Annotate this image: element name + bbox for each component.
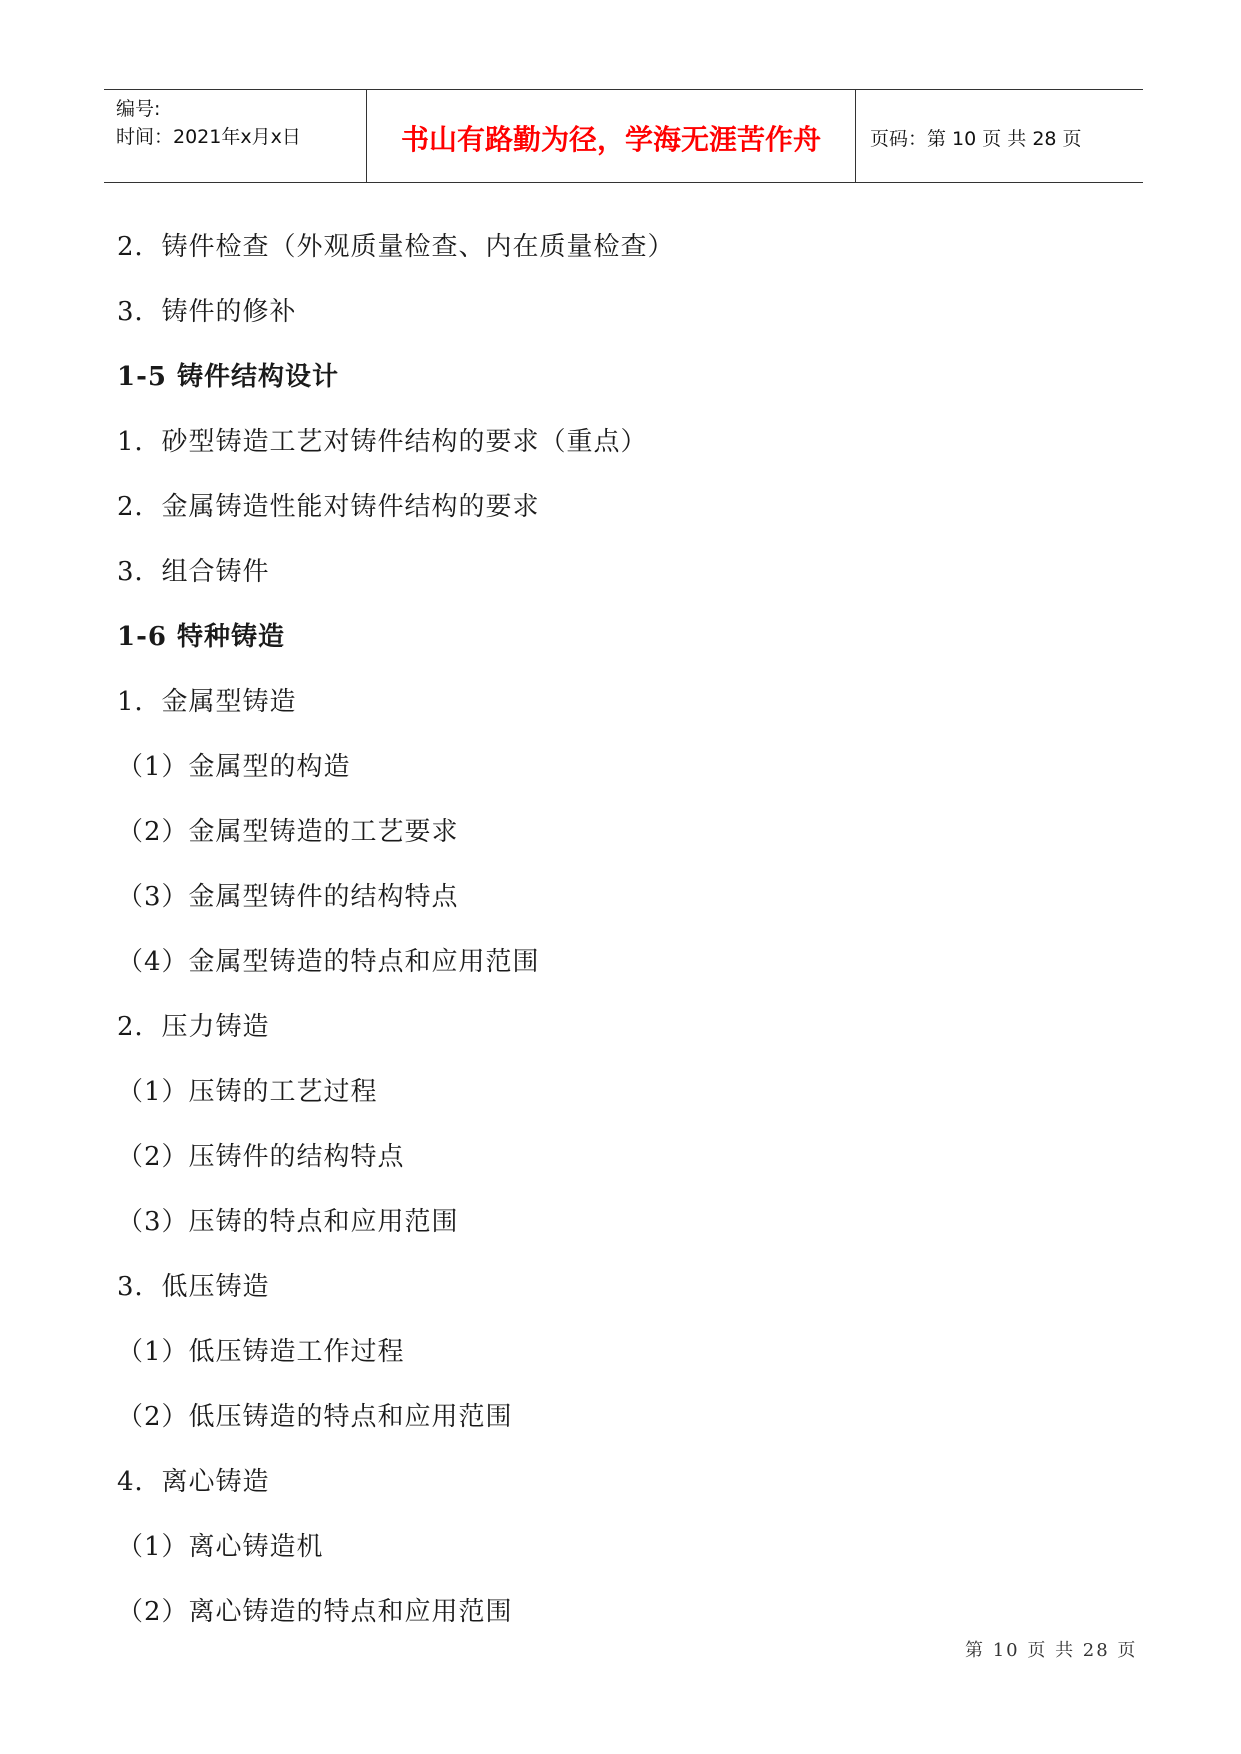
document-number-label: 编号: [116,98,161,120]
header-page-cell [856,90,1143,182]
header-left-cell [104,90,367,182]
list-subitem: （1）离心铸造机 [117,1532,324,1562]
list-item: 1．砂型铸造工艺对铸件结构的要求（重点） [117,427,648,457]
list-item: 2．金属铸造性能对铸件结构的要求 [117,492,540,522]
document-time-label: 时间：2021年x月x日 [116,126,301,148]
list-item: 4．离心铸造 [117,1467,270,1497]
list-subitem: （1）金属型的构造 [117,752,351,782]
list-subitem: （2）金属型铸造的工艺要求 [117,817,459,847]
list-subitem: （1）压铸的工艺过程 [117,1077,378,1107]
list-subitem: （1）低压铸造工作过程 [117,1337,405,1367]
motto-text: 书山有路勤为径，学海无涯苦作舟 [400,123,821,156]
list-subitem: （3）压铸的特点和应用范围 [117,1207,459,1237]
page-footer-number: 第 10 页 共 28 页 [965,1640,1138,1661]
list-item: 3．组合铸件 [117,557,270,587]
list-item: 2．压力铸造 [117,1012,270,1042]
list-item: 3．低压铸造 [117,1272,270,1302]
section-heading: 1-6 特种铸造 [117,622,286,652]
page-header [104,89,1143,183]
list-subitem: （2）离心铸造的特点和应用范围 [117,1597,513,1627]
list-subitem: （4）金属型铸造的特点和应用范围 [117,947,540,977]
header-motto-cell [367,90,856,182]
list-item: 3．铸件的修补 [117,297,297,327]
list-subitem: （2）压铸件的结构特点 [117,1142,405,1172]
header-page-info: 页码：第 10 页 共 28 页 [870,128,1082,150]
list-item: 1．金属型铸造 [117,687,297,717]
list-item: 2．铸件检查（外观质量检查、内在质量检查） [117,232,675,262]
list-subitem: （2）低压铸造的特点和应用范围 [117,1402,513,1432]
list-subitem: （3）金属型铸件的结构特点 [117,882,459,912]
section-heading: 1-5 铸件结构设计 [117,362,340,392]
